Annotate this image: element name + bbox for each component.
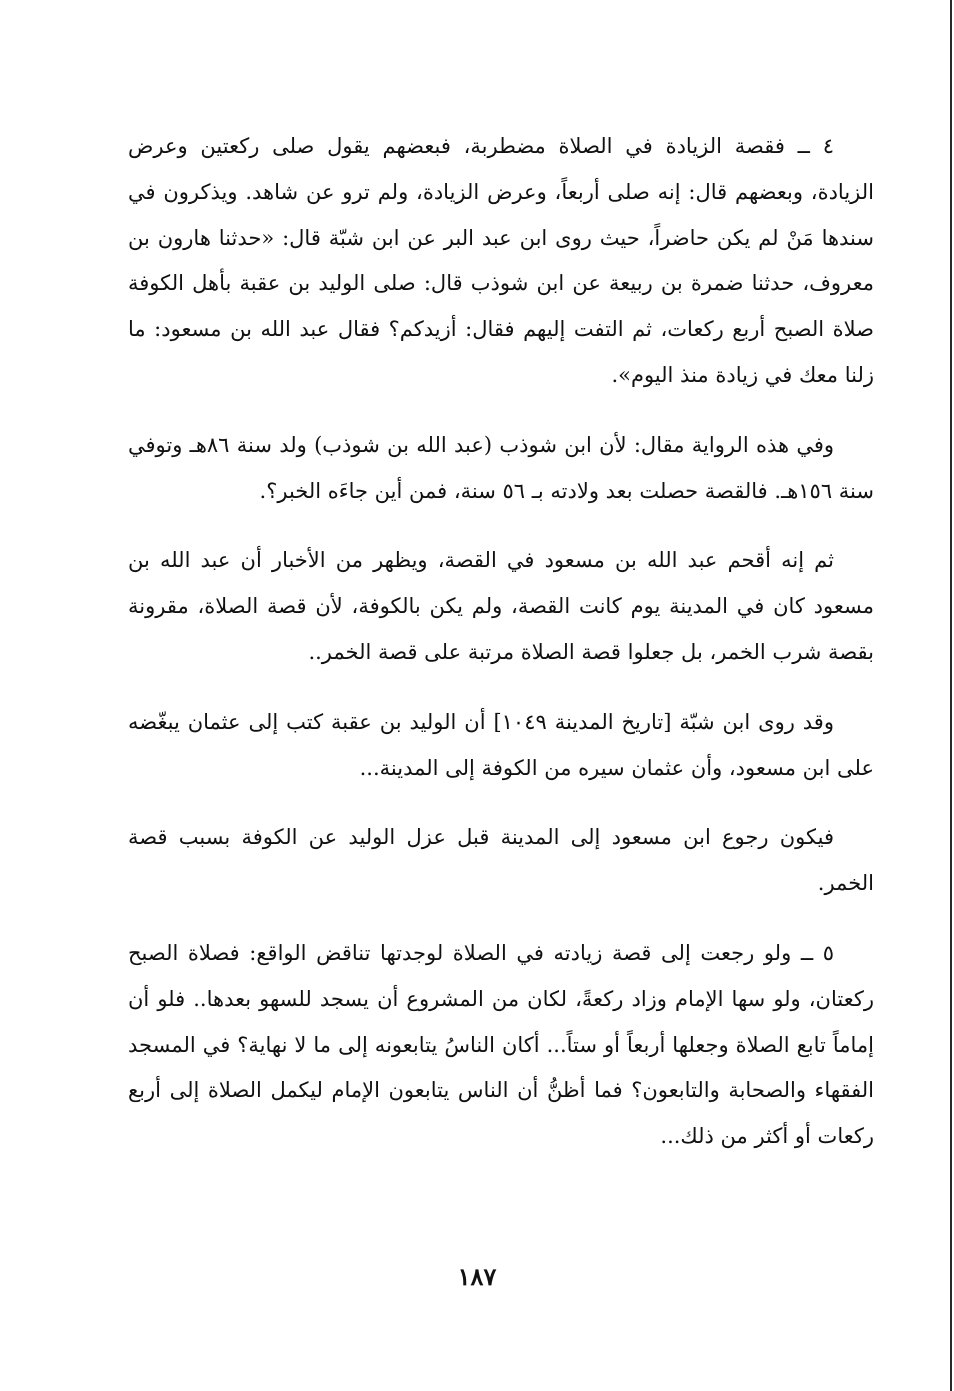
paragraph-ibn-shabba: وقد روى ابن شبّة [تاريخ المدينة ١٠٤٩] أن الوليد بن عقبة كتب إلى عثمان يبغّضه على ابن مسعود، وأن عثمان سيره من الكوفة إلى المدينة... xyxy=(128,709,874,780)
paragraph-5-contradiction: ٥ ــ ولو رجعت إلى قصة زيادته في الصلاة لوجدتها تناقض الواقع: فصلاة الصبح ركعتان، ولو سها الإمام وزاد ركعةً، لكان من المشروع أن يسجد للسهو بعدها.. فلو أن إماماً تابع الصلاة وجعلها أربعاً أو ستاً... أكان الناسُ يتابعونه إلى ما لا نهاية؟ في المسجد الفقهاء والصحابة والتابعون؟ فما أظنُّ أن الناس يتابعون الإمام ليكمل الصلاة إلى أربع ركعات أو أكثر من ذلك... xyxy=(128,940,874,1149)
body-text xyxy=(128,124,874,1184)
page-edge-line xyxy=(950,0,952,1391)
paragraph-return-to-madina: فيكون رجوع ابن مسعود إلى المدينة قبل عزل الوليد عن الكوفة بسبب قصة الخمر. xyxy=(128,825,874,896)
paragraph-ibn-shawdhab: وفي هذه الرواية مقال: لأن ابن شوذب (عبد الله بن شوذب) ولد سنة ٨٦هـ وتوفي سنة ١٥٦هـ. فالقصة حصلت بعد ولادته بـ ٥٦ سنة، فمن أين جاءَه الخبر؟. xyxy=(128,432,874,503)
page-number: ١٨٧ xyxy=(457,1262,497,1291)
paragraph-4-salat-story: ٤ ــ فقصة الزيادة في الصلاة مضطربة، فبعضهم يقول صلى ركعتين وعرض الزيادة، وبعضهم قال: إنه صلى أربعاً، وعرض الزيادة، ولم ترو عن شاهد. ويذكرون في سندها مَنْ لم يكن حاضراً، حيث روى ابن عبد البر عن ابن شبّة قال: «حدثنا هارون بن معروف، حدثنا ضمرة بن ربيعة عن ابن شوذب قال: صلى الوليد بن عقبة بأهل الكوفة صلاة الصبح أربع ركعات، ثم التفت إليهم فقال: أزيدكم؟ فقال عبد الله بن مسعود: ما زلنا معك في زيادة منذ اليوم». xyxy=(128,134,874,387)
paragraph-ibn-masud: ثم إنه أقحم عبد الله بن مسعود في القصة، ويظهر من الأخبار أن عبد الله بن مسعود كان في المدينة يوم كانت القصة، ولم يكن بالكوفة، لأن قصة الصلاة، مقرونة بقصة شرب الخمر، بل جعلوا قصة الصلاة مرتبة على قصة الخمر.. xyxy=(128,548,874,664)
